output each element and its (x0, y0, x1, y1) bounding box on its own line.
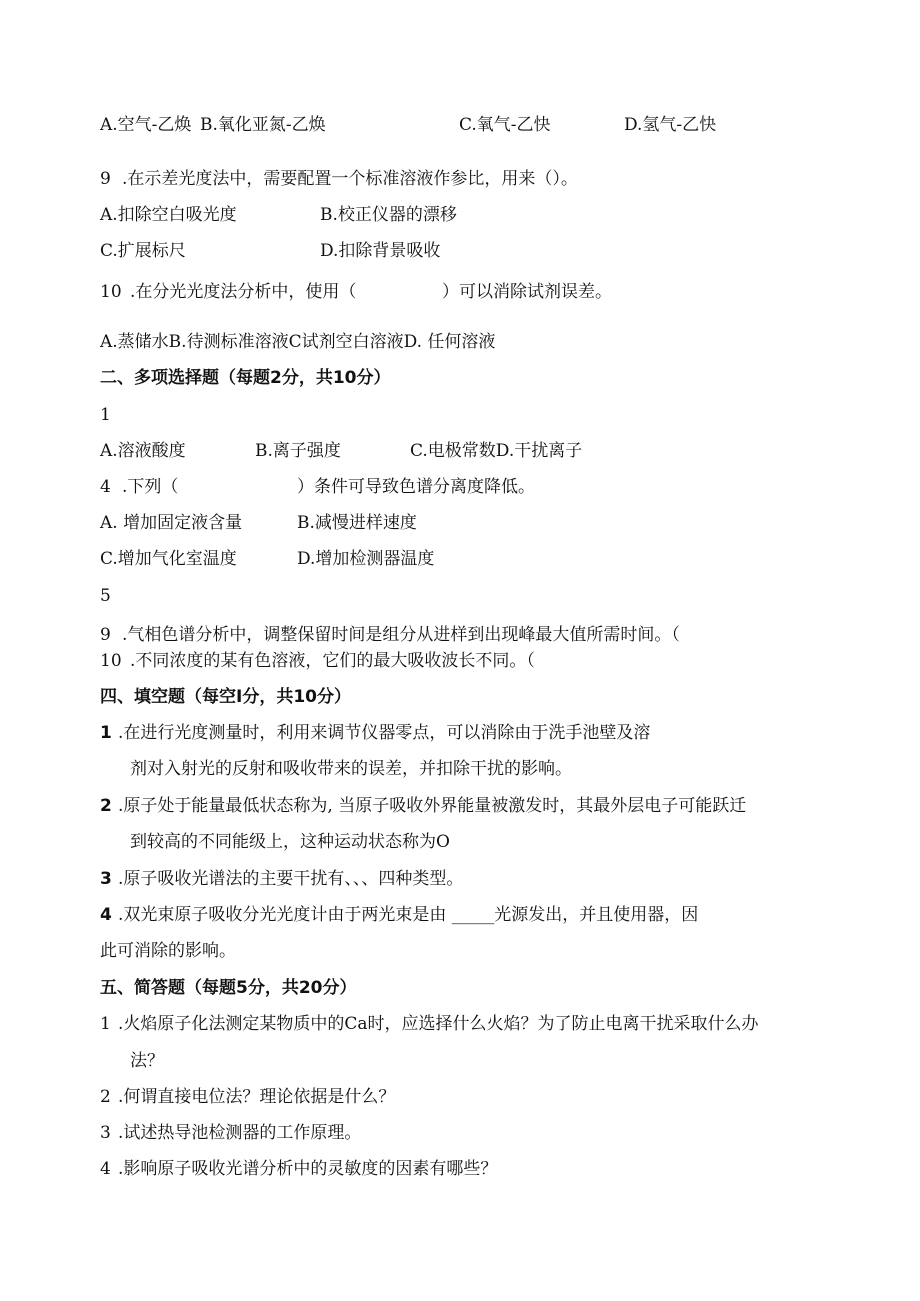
tf-q10-text: .不同浓度的某有色溶液，它们的最大吸收波长不同。（ (130, 651, 535, 671)
s5-q1-line1: .火焰原子化法测定某物质中的Ca时，应选择什么火焰？为了防止电离干扰采取什么办 (118, 1014, 759, 1034)
q10-number: 10 (100, 282, 122, 302)
tf-q10-number: 10 (100, 651, 122, 671)
s2-q4-option-a: A. 增加固定液含量 (100, 513, 243, 533)
tf-q9-number: 9 (100, 625, 111, 645)
s5-q1-line2: 法？ (130, 1051, 164, 1071)
s4-q2-line1: .原子处于能量最低状态称为, 当原子吸收外界能量被激发时，其最外层电子可能跃迁 (118, 796, 747, 816)
s5-q3-text: .试述热导池检测器的工作原理。 (118, 1123, 362, 1143)
s4-q4-line2: 此可消除的影响。 (100, 941, 236, 961)
s2-q4-option-c: C.增加气化室温度 (100, 549, 237, 569)
s2-q4-option-d: D.增加检测器温度 (297, 549, 435, 569)
s5-q1-number: 1 (100, 1014, 111, 1034)
q9-number: 9 (100, 169, 111, 189)
section5-title: 五、简答题（每题5分，共20分） (100, 978, 357, 998)
q9-option-b: B.校正仪器的漂移 (320, 205, 457, 225)
s5-q3-number: 3 (100, 1123, 111, 1143)
q8-option-c: C.氧气-乙快 (459, 115, 551, 135)
s2-q4-number: 4 (100, 477, 111, 497)
s2-q4-option-b: B.减慢进样速度 (297, 513, 417, 533)
s4-q2-line2: 到较高的不同能级上，这种运动状态称为O (130, 832, 450, 852)
q10-options: A.蒸储水B.待测标准溶液C试剂空白溶液D. 任何溶液 (100, 332, 496, 352)
q9-option-a: A.扣除空白吸光度 (100, 205, 237, 225)
s5-q4-text: .影响原子吸收光谱分析中的灵敏度的因素有哪些？ (118, 1159, 498, 1179)
q8-option-a: A.空气-乙焕 (100, 115, 192, 135)
q9-option-d: D.扣除背景吸收 (320, 241, 441, 261)
s4-q1-line1: .在进行光度测量时，利用来调节仪器零点，可以消除由于洗手池壁及溶 (118, 723, 651, 743)
s2-q1-number: 1 (100, 405, 111, 425)
s2-q4-stem-start: .下列（ (122, 477, 179, 497)
s4-q3-number: 3 (100, 869, 112, 889)
tf-q9-text: .气相色谱分析中，调整保留时间是组分从进样到出现峰最大值所需时间。（ (122, 625, 680, 645)
s4-q1-number: 1 (100, 723, 112, 743)
q8-option-d: D.氢气-乙快 (624, 115, 717, 135)
s4-q4-line1: .双光束原子吸收分光光度计由于两光束是由 _____光源发出，并且使用器，因 (118, 905, 699, 925)
s4-q2-number: 2 (100, 796, 112, 816)
section2-title: 二、多项选择题（每题2分，共10分） (100, 368, 391, 388)
s2-q1-option-a: A.溶液酸度 (100, 441, 186, 461)
s2-q4-stem-end: ）条件可导致色谱分离度降低。 (297, 477, 535, 497)
section4-title: 四、填空题（每空I分，共10分） (100, 687, 351, 707)
s2-q5-number: 5 (100, 586, 111, 606)
s5-q4-number: 4 (100, 1159, 111, 1179)
s4-q1-line2: 剂对入射光的反射和吸收带来的误差，并扣除干扰的影响。 (130, 759, 572, 779)
q9-stem: .在示差光度法中，需要配置一个标准溶液作参比，用来（）。 (122, 169, 578, 189)
q10-stem-start: .在分光光度法分析中，使用（ (130, 282, 357, 302)
s4-q4-number: 4 (100, 905, 112, 925)
s2-q1-option-cd: C.电极常数D.干扰离子 (410, 441, 583, 461)
s4-q3-text: .原子吸收光谱法的主要干扰有、、、四种类型。 (118, 869, 464, 889)
q9-option-c: C.扩展标尺 (100, 241, 186, 261)
s2-q1-option-b: B.离子强度 (255, 441, 341, 461)
s5-q2-text: .何谓直接电位法？理论依据是什么？ (118, 1087, 396, 1107)
q10-stem-end: ）可以消除试剂误差。 (442, 282, 612, 302)
q8-option-b: B.氧化亚氮-乙焕 (200, 115, 326, 135)
s5-q2-number: 2 (100, 1087, 111, 1107)
